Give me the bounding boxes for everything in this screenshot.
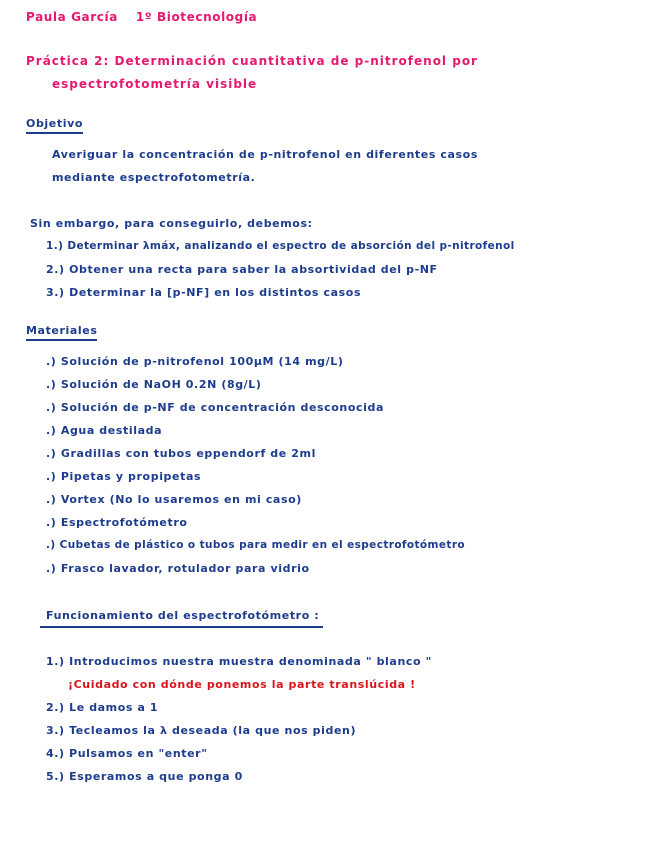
practice-title-line2: espectrofotometría visible: [52, 77, 258, 91]
materials-heading-underline: [26, 339, 97, 341]
material-item: .) Espectrofotómetro: [46, 516, 188, 529]
objective-text-line1: Averiguar la concentración de p-nitrofenol en diferentes casos: [52, 148, 478, 161]
materials-heading: [26, 324, 97, 337]
author-name: Paula García: [26, 10, 118, 24]
material-item: .) Vortex (No lo usaremos en mi caso): [46, 493, 302, 506]
material-item: .) Solución de p-NF de concentración desconocida: [46, 401, 385, 414]
operation-step: 1.) Introducimos nuestra muestra denominada " blanco ": [46, 655, 432, 668]
material-item: .) Gradillas con tubos eppendorf de 2ml: [46, 447, 316, 460]
material-item: .) Solución de p-nitrofenol 100μM (14 mg/L): [46, 355, 344, 368]
operation-step: 5.) Esperamos a que ponga 0: [46, 770, 243, 783]
operation-warning: ¡Cuidado con dónde ponemos la parte translúcida !: [68, 678, 416, 691]
objective-step: 3.) Determinar la [p-NF] en los distintos casos: [46, 286, 362, 299]
objective-intro: Sin embargo, para conseguirlo, debemos:: [30, 217, 313, 230]
operation-step: 2.) Le damos a 1: [46, 701, 159, 714]
operation-heading: [46, 609, 319, 622]
material-item: .) Cubetas de plástico o tubos para medir en el espectrofotómetro: [46, 539, 466, 551]
objective-heading-underline: [26, 132, 83, 134]
operation-heading-text: Funcionamiento del espectrofotómetro :: [46, 609, 320, 622]
material-item: .) Pipetas y propipetas: [46, 470, 202, 483]
header-line: [26, 10, 257, 24]
objective-text-line2: mediante espectrofotometría.: [52, 171, 256, 184]
material-item: .) Frasco lavador, rotulador para vidrio: [46, 562, 310, 575]
course-name: 1º Biotecnología: [135, 10, 258, 24]
practice-title-line1: Práctica 2: Determinación cuantitativa de p-nitrofenol por: [26, 54, 478, 68]
operation-heading-underline: [40, 626, 323, 628]
operation-step: 3.) Tecleamos la λ deseada (la que nos piden): [46, 724, 357, 737]
materials-heading-text: Materiales: [26, 324, 98, 337]
objective-step: 1.) Determinar λmáx, analizando el espectro de absorción del p-nitrofenol: [46, 240, 515, 252]
objective-heading-text: Objetivo: [26, 117, 84, 130]
material-item: .) Solución de NaOH 0.2N (8g/L): [46, 378, 262, 391]
operation-step: 4.) Pulsamos en "enter": [46, 747, 208, 760]
objective-heading: [26, 117, 83, 130]
material-item: .) Agua destilada: [46, 424, 163, 437]
objective-step: 2.) Obtener una recta para saber la absortividad del p-NF: [46, 263, 438, 276]
